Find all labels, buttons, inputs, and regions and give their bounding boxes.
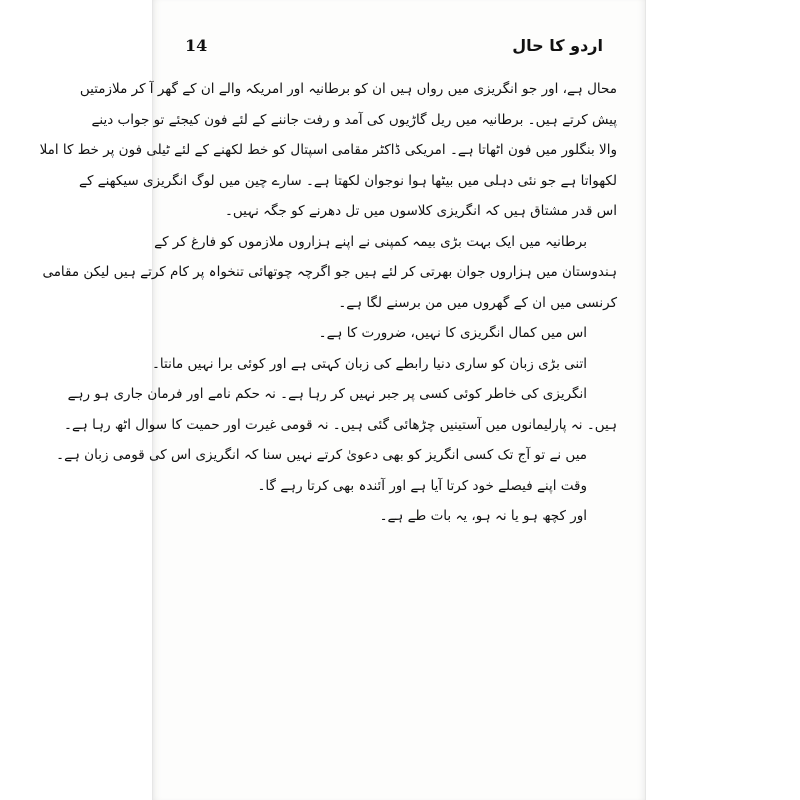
text-line-13: میں نے تو آج تک کسی انگریز کو بھی دعویٰ کرتے نہیں سنا کہ انگریزی اس کی قومی زبان ہے۔ xyxy=(56,447,587,463)
text-line-2: پیش کرتے ہیں۔ برطانیہ میں ریل گاڑیوں کی آمد و رفت جاننے کے لئے فون کیجئے تو جواب دینے xyxy=(91,111,617,128)
text-line-6: برطانیہ میں ایک بہت بڑی بیمہ کمپنی نے اپنے ہزاروں ملازموں کو فارغ کر کے xyxy=(154,233,587,250)
page-header xyxy=(185,36,603,60)
text-line-5: اس قدر مشتاق ہیں کہ انگریزی کلاسوں میں تل دھرنے کو جگہ نہیں۔ xyxy=(224,203,617,219)
text-line-14: وقت اپنے فیصلے خود کرتا آیا ہے اور آئندہ بھی کرتا رہے گا۔ xyxy=(257,477,587,494)
body-text xyxy=(39,74,617,532)
text-line-4: لکھواتا ہے جو نئی دہلی میں بیٹھا ہوا نوجوان لکھتا ہے۔ سارے چین میں لوگ انگریزی سیکھنے کے xyxy=(79,172,617,189)
text-line-3: والا بنگلور میں فون اٹھاتا ہے۔ امریکی ڈاکٹر مقامی اسپتال کو خط لکھنے کے لئے ٹیلی فون پر خط کا املا xyxy=(39,142,617,158)
text-line-8: کرنسی میں ان کے گھروں میں من برسنے لگا ہے۔ xyxy=(338,294,617,311)
text-line-1: محال ہے، اور جو انگریزی میں رواں ہیں ان کو برطانیہ اور امریکہ والے ان کے گھر آ کر ملازمتیں xyxy=(79,81,617,97)
page-number: 14 xyxy=(185,36,208,55)
text-line-12: ہیں۔ نہ پارلیمانوں میں آستینیں چڑھائی گئی ہیں۔ نہ قومی غیرت اور حمیت کا سوال اٹھ رہا ہے۔ xyxy=(64,416,617,433)
text-line-10: اتنی بڑی زبان کو ساری دنیا رابطے کی زبان کہتی ہے اور کوئی برا نہیں مانتا۔ xyxy=(152,355,587,372)
text-line-15: اور کچھ ہو یا نہ ہو، یہ بات طے ہے۔ xyxy=(379,508,587,524)
book-page xyxy=(39,0,646,800)
running-title: اردو کا حال xyxy=(512,36,603,55)
text-line-7: ہندوستان میں ہزاروں جوان بھرتی کر لئے ہیں جو اگرچہ چوتھائی تنخواہ پر کام کرتے ہیں لیکن مقامی xyxy=(42,264,617,280)
text-line-11: انگریزی کی خاطر کوئی کسی پر جبر نہیں کر رہا ہے۔ نہ حکم نامے اور فرمان جاری ہو رہے xyxy=(67,386,587,402)
text-line-9: اس میں کمال انگریزی کا نہیں، ضرورت کا ہے۔ xyxy=(318,325,587,341)
